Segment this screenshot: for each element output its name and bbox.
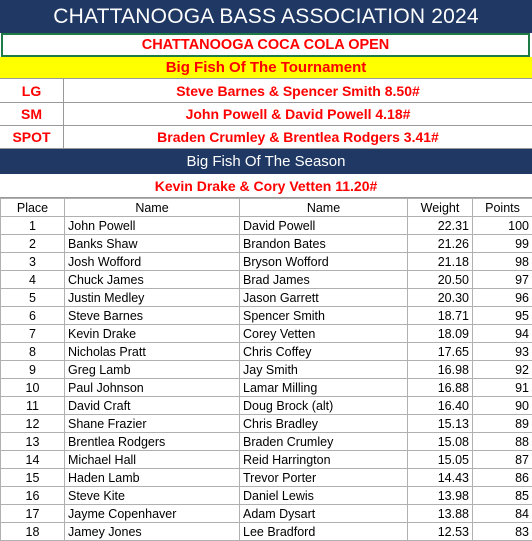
table-row xyxy=(1,361,532,379)
big-fish-season-winner: Kevin Drake & Cory Vetten 11.20# xyxy=(0,174,532,198)
place-cell: 13 xyxy=(1,433,65,451)
standings-table xyxy=(0,198,532,541)
angler-2-cell: Spencer Smith xyxy=(240,307,408,325)
table-row xyxy=(1,235,532,253)
angler-1-cell: Jamey Jones xyxy=(65,523,240,541)
weight-cell: 16.40 xyxy=(408,397,473,415)
angler-1-cell: Nicholas Pratt xyxy=(65,343,240,361)
place-cell: 3 xyxy=(1,253,65,271)
points-cell: 98 xyxy=(473,253,532,271)
angler-2-cell: Lee Bradford xyxy=(240,523,408,541)
angler-1-cell: John Powell xyxy=(65,217,240,235)
angler-2-cell: Reid Harrington xyxy=(240,451,408,469)
points-cell: 95 xyxy=(473,307,532,325)
place-cell: 12 xyxy=(1,415,65,433)
place-cell: 17 xyxy=(1,505,65,523)
place-cell: 7 xyxy=(1,325,65,343)
standings-body xyxy=(1,217,532,541)
angler-1-cell: Justin Medley xyxy=(65,289,240,307)
angler-2-cell: Trevor Porter xyxy=(240,469,408,487)
header-place: Place xyxy=(1,199,65,217)
angler-1-cell: Steve Kite xyxy=(65,487,240,505)
table-row xyxy=(1,307,532,325)
weight-cell: 12.53 xyxy=(408,523,473,541)
header-points: Points xyxy=(473,199,532,217)
table-row xyxy=(1,523,532,541)
points-cell: 93 xyxy=(473,343,532,361)
table-row xyxy=(1,433,532,451)
place-cell: 4 xyxy=(1,271,65,289)
points-cell: 100 xyxy=(473,217,532,235)
angler-1-cell: Steve Barnes xyxy=(65,307,240,325)
table-row xyxy=(1,343,532,361)
points-cell: 96 xyxy=(473,289,532,307)
header-name-2: Name xyxy=(240,199,408,217)
big-fish-season-heading: Big Fish Of The Season xyxy=(0,149,532,174)
table-row xyxy=(1,253,532,271)
angler-2-cell: Jay Smith xyxy=(240,361,408,379)
table-row xyxy=(1,487,532,505)
table-row xyxy=(1,271,532,289)
header-name-1: Name xyxy=(65,199,240,217)
weight-cell: 18.09 xyxy=(408,325,473,343)
weight-cell: 21.26 xyxy=(408,235,473,253)
page-title: CHATTANOOGA BASS ASSOCIATION 2024 xyxy=(0,0,532,33)
angler-2-cell: Jason Garrett xyxy=(240,289,408,307)
points-cell: 88 xyxy=(473,433,532,451)
table-row xyxy=(1,451,532,469)
table-row xyxy=(1,289,532,307)
place-cell: 1 xyxy=(1,217,65,235)
weight-cell: 14.43 xyxy=(408,469,473,487)
place-cell: 9 xyxy=(1,361,65,379)
place-cell: 6 xyxy=(1,307,65,325)
angler-1-cell: Kevin Drake xyxy=(65,325,240,343)
category-label: SPOT xyxy=(0,125,64,148)
weight-cell: 17.65 xyxy=(408,343,473,361)
place-cell: 16 xyxy=(1,487,65,505)
table-row xyxy=(1,397,532,415)
points-cell: 92 xyxy=(473,361,532,379)
weight-cell: 22.31 xyxy=(408,217,473,235)
standings-header-row xyxy=(1,199,532,217)
angler-2-cell: Corey Vetten xyxy=(240,325,408,343)
points-cell: 91 xyxy=(473,379,532,397)
place-cell: 18 xyxy=(1,523,65,541)
place-cell: 15 xyxy=(1,469,65,487)
weight-cell: 20.50 xyxy=(408,271,473,289)
category-winner: Braden Crumley & Brentlea Rodgers 3.41# xyxy=(64,125,532,148)
weight-cell: 15.05 xyxy=(408,451,473,469)
event-name: CHATTANOOGA COCA COLA OPEN xyxy=(1,33,530,57)
place-cell: 11 xyxy=(1,397,65,415)
weight-cell: 16.88 xyxy=(408,379,473,397)
angler-2-cell: Doug Brock (alt) xyxy=(240,397,408,415)
angler-1-cell: Chuck James xyxy=(65,271,240,289)
weight-cell: 15.08 xyxy=(408,433,473,451)
table-row xyxy=(1,325,532,343)
weight-cell: 16.98 xyxy=(408,361,473,379)
weight-cell: 13.98 xyxy=(408,487,473,505)
angler-2-cell: Chris Bradley xyxy=(240,415,408,433)
points-cell: 83 xyxy=(473,523,532,541)
category-label: LG xyxy=(0,79,64,102)
angler-1-cell: Shane Frazier xyxy=(65,415,240,433)
weight-cell: 13.88 xyxy=(408,505,473,523)
angler-1-cell: Banks Shaw xyxy=(65,235,240,253)
points-cell: 85 xyxy=(473,487,532,505)
angler-1-cell: Brentlea Rodgers xyxy=(65,433,240,451)
weight-cell: 21.18 xyxy=(408,253,473,271)
weight-cell: 18.71 xyxy=(408,307,473,325)
place-cell: 10 xyxy=(1,379,65,397)
angler-2-cell: Brandon Bates xyxy=(240,235,408,253)
angler-2-cell: Brad James xyxy=(240,271,408,289)
weight-cell: 15.13 xyxy=(408,415,473,433)
header-weight: Weight xyxy=(408,199,473,217)
table-row xyxy=(1,415,532,433)
angler-1-cell: Josh Wofford xyxy=(65,253,240,271)
points-cell: 87 xyxy=(473,451,532,469)
category-winner: Steve Barnes & Spencer Smith 8.50# xyxy=(64,79,532,102)
place-cell: 14 xyxy=(1,451,65,469)
place-cell: 8 xyxy=(1,343,65,361)
points-cell: 97 xyxy=(473,271,532,289)
big-fish-row-spot xyxy=(0,125,532,149)
big-fish-row-lg xyxy=(0,79,532,103)
angler-2-cell: Adam Dysart xyxy=(240,505,408,523)
weight-cell: 20.30 xyxy=(408,289,473,307)
category-winner: John Powell & David Powell 4.18# xyxy=(64,102,532,125)
table-row xyxy=(1,379,532,397)
points-cell: 94 xyxy=(473,325,532,343)
points-cell: 99 xyxy=(473,235,532,253)
angler-1-cell: Michael Hall xyxy=(65,451,240,469)
angler-2-cell: Chris Coffey xyxy=(240,343,408,361)
angler-2-cell: Bryson Wofford xyxy=(240,253,408,271)
big-fish-row-sm xyxy=(0,102,532,126)
angler-1-cell: Paul Johnson xyxy=(65,379,240,397)
table-row xyxy=(1,469,532,487)
angler-1-cell: David Craft xyxy=(65,397,240,415)
points-cell: 84 xyxy=(473,505,532,523)
angler-2-cell: Braden Crumley xyxy=(240,433,408,451)
place-cell: 2 xyxy=(1,235,65,253)
big-fish-tournament-heading: Big Fish Of The Tournament xyxy=(0,57,532,79)
angler-2-cell: David Powell xyxy=(240,217,408,235)
category-label: SM xyxy=(0,102,64,125)
place-cell: 5 xyxy=(1,289,65,307)
angler-1-cell: Jayme Copenhaver xyxy=(65,505,240,523)
angler-1-cell: Greg Lamb xyxy=(65,361,240,379)
points-cell: 86 xyxy=(473,469,532,487)
points-cell: 90 xyxy=(473,397,532,415)
angler-2-cell: Lamar Milling xyxy=(240,379,408,397)
table-row xyxy=(1,505,532,523)
angler-1-cell: Haden Lamb xyxy=(65,469,240,487)
angler-2-cell: Daniel Lewis xyxy=(240,487,408,505)
table-row xyxy=(1,217,532,235)
points-cell: 89 xyxy=(473,415,532,433)
